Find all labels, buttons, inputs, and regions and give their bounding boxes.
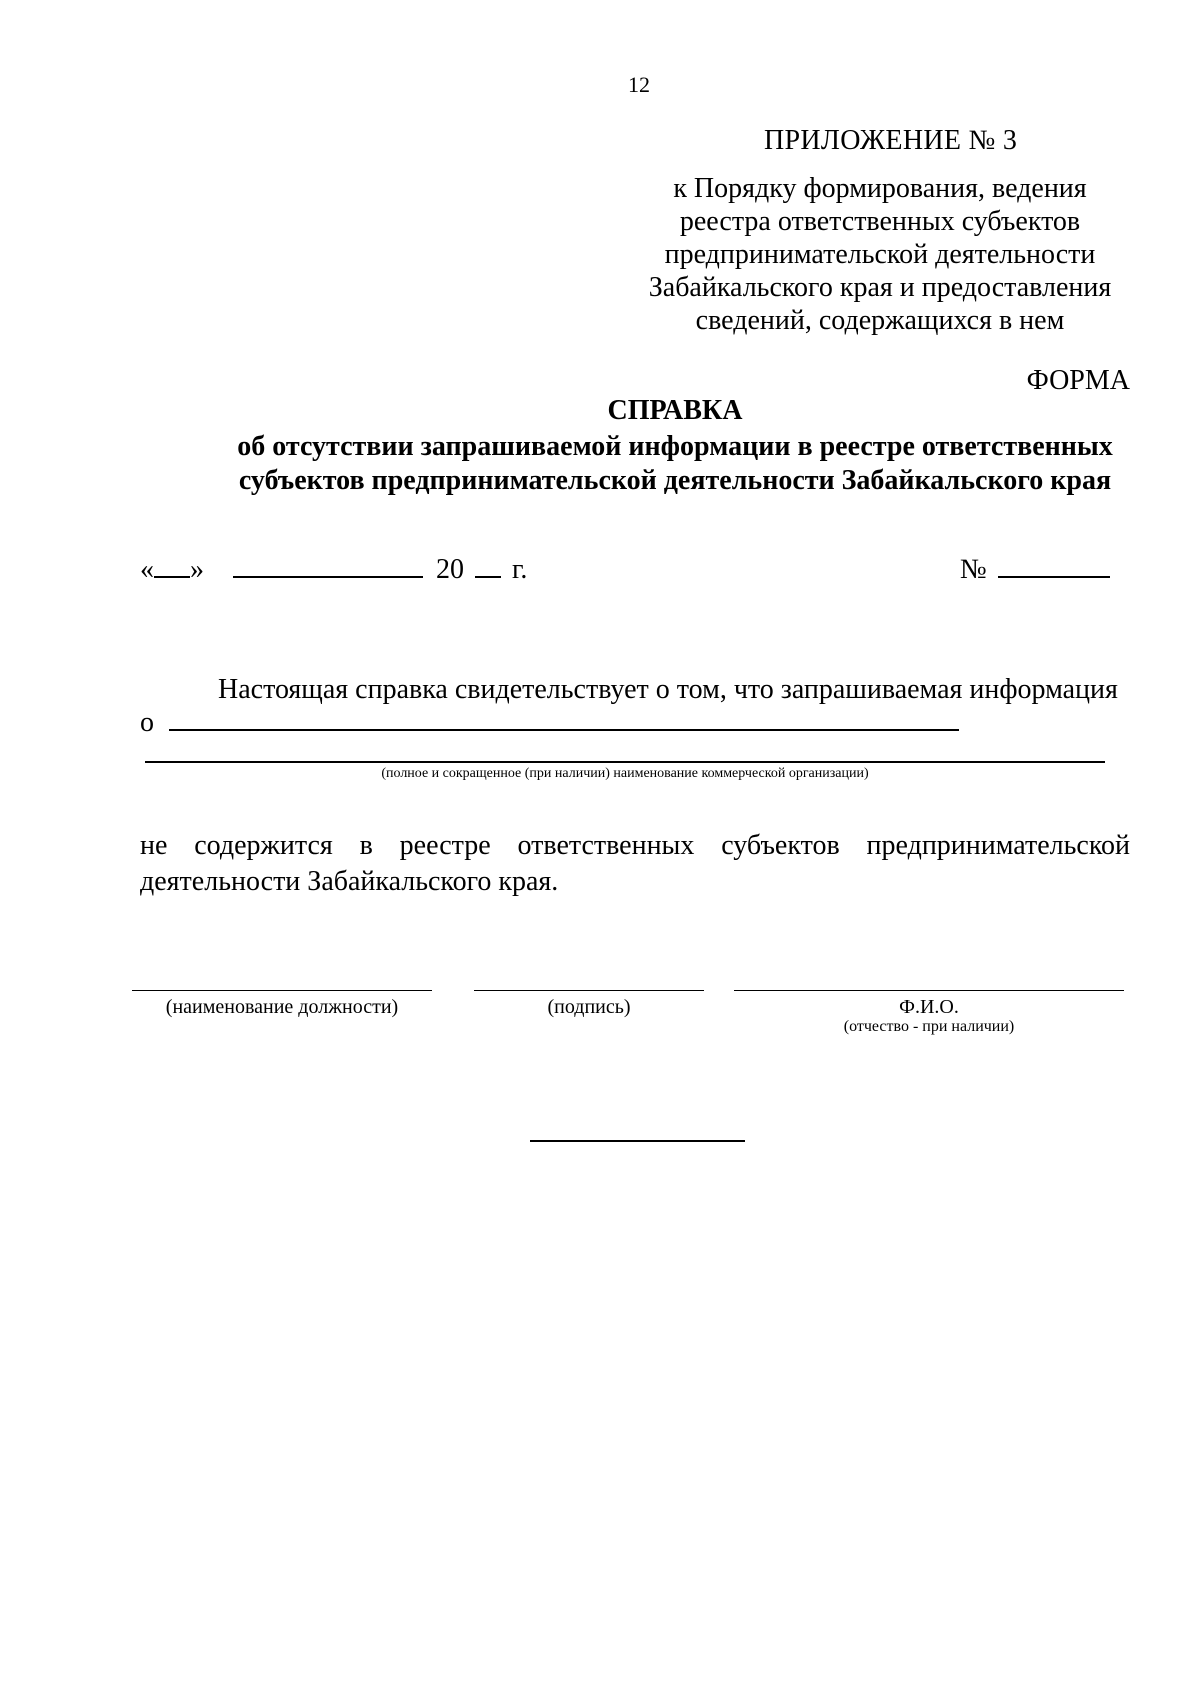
body-paragraph-2: не содержится в реестре ответственных субъектов предпринимательской деятельности Забайкальского края. — [140, 830, 1130, 897]
position-label: (наименование должности) — [165, 996, 399, 1018]
document-subtitle: об отсутствии запрашиваемой информации в реестре ответственных субъектов предпринимательской деятельности Забайкальского края — [237, 431, 1113, 496]
page-number: 12 — [628, 72, 650, 97]
fio-label: Ф.И.О. — [899, 996, 959, 1018]
day-field[interactable] — [154, 576, 190, 578]
number-row — [960, 554, 1110, 586]
about-prefix: о — [140, 707, 154, 738]
appendix-title: ПРИЛОЖЕНИЕ № 3 — [764, 125, 1018, 156]
form-label: ФОРМА — [1026, 365, 1130, 396]
signature-line[interactable] — [474, 990, 704, 991]
body-paragraph-1: Настоящая справка свидетельствует о том, что запрашиваемая информация — [218, 674, 1118, 705]
number-field[interactable] — [998, 576, 1110, 578]
month-field[interactable] — [233, 576, 423, 578]
closing-rule — [530, 1140, 745, 1142]
document-title: СПРАВКА — [607, 395, 743, 426]
year-prefix: 20 — [436, 554, 464, 585]
position-signature-line[interactable] — [132, 990, 432, 991]
date-open-quote: « — [140, 554, 154, 585]
number-sign: № — [960, 554, 987, 585]
year-suffix: г. — [512, 554, 528, 585]
date-row — [140, 554, 527, 586]
organization-field-line-2[interactable] — [145, 761, 1105, 763]
fio-signature-line[interactable] — [734, 990, 1124, 991]
signature-label: (подпись) — [547, 996, 631, 1018]
fio-note: (отчество - при наличии) — [843, 1018, 1015, 1035]
organization-field[interactable] — [169, 729, 959, 731]
organization-caption: (полное и сокращенное (при наличии) наименование коммерческой организации) — [381, 766, 869, 781]
date-close-quote: » — [190, 554, 204, 585]
about-row — [140, 707, 959, 739]
year-field[interactable] — [475, 576, 501, 578]
appendix-reference: к Порядку формирования, ведения реестра ответственных субъектов предпринимательской деятельности Забайкальского края и предоставления сведений, содержащихся в нем — [648, 173, 1112, 336]
